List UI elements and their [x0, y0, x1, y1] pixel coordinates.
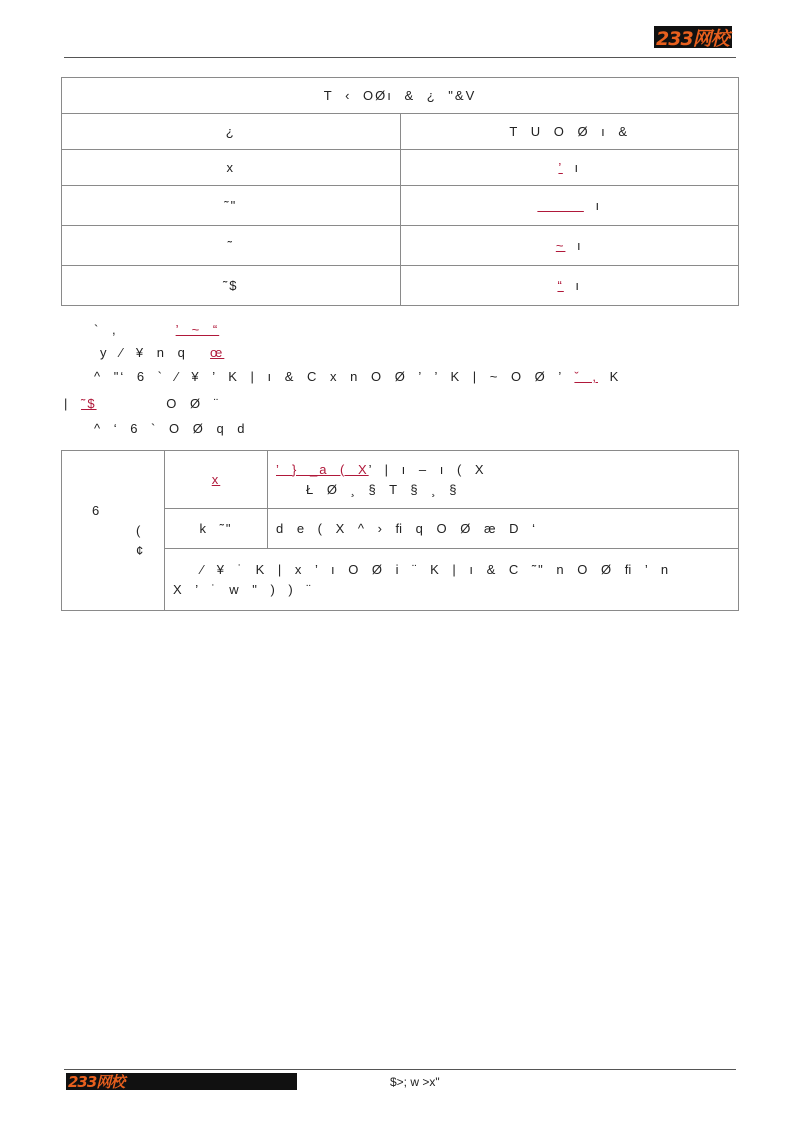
detail-table — [61, 450, 739, 611]
table-row — [62, 226, 739, 266]
info-table — [61, 77, 739, 306]
row-value — [400, 226, 739, 266]
table-row — [62, 186, 739, 226]
row-value-tail: ı — [595, 198, 602, 213]
detail-label: 6 ( ¢ — [62, 451, 165, 611]
header-divider — [64, 57, 736, 58]
detail-row-label: k ˜" — [165, 509, 268, 549]
footer-text: $>; w >x" — [390, 1075, 440, 1089]
row-value — [400, 186, 739, 226]
paragraph-link[interactable]: ˜$ — [81, 396, 97, 411]
row-label: x — [62, 150, 401, 186]
footer-logo: 233网校 — [66, 1073, 297, 1090]
row-label: ˜" — [62, 186, 401, 226]
detail-row-value: ’ } _a ( X’ | ı – ı ( X Ł Ø ¸ § T § ¸ § — [268, 451, 739, 509]
table-header-right: T U O Ø ı & — [400, 114, 739, 150]
table-title: T ‹ OØ‌ı & ¿ "&V — [62, 78, 739, 114]
detail-link[interactable]: x — [211, 472, 221, 487]
detail-note: ⁄ ¥ ˙ K | x ’ ı O Ø i ¨ K | ı & C ˜" n O Ø ﬁ ’ n X ’ ˙ w " ) ) ¨ — [165, 549, 739, 611]
row-link[interactable] — [537, 198, 583, 213]
row-link[interactable]: “ — [557, 278, 564, 293]
paragraph-4: | ˜$ O Ø ¨ — [64, 396, 221, 411]
row-label: ˜$ — [62, 266, 401, 306]
detail-row-value: d e ( X ^ › ﬁ q O Ø æ D ‘ — [268, 509, 739, 549]
row-value — [400, 150, 739, 186]
row-value-tail: ı — [577, 238, 583, 253]
row-link[interactable]: ~ — [555, 238, 566, 253]
paragraph-link[interactable]: ’ ~ “ — [175, 322, 220, 337]
paragraph-link[interactable]: œ — [210, 345, 225, 360]
row-link[interactable]: ’ — [558, 160, 563, 175]
paragraph-1: ` , ’ ~ “ — [94, 322, 220, 337]
table-header-left: ¿ — [62, 114, 401, 150]
row-label: ˜ — [62, 226, 401, 266]
table-row — [62, 150, 739, 186]
paragraph-link[interactable]: ˇ , — [574, 369, 598, 384]
row-value-tail: ı — [575, 278, 582, 293]
detail-link[interactable]: ’ } _a ( X — [276, 461, 369, 477]
brand-logo: 233网校 — [654, 26, 732, 48]
paragraph-5: ^ ‘ 6 ` O Ø q d — [94, 421, 247, 436]
row-value-tail: ı — [574, 160, 581, 175]
paragraph-3: ^ "‘ 6 ` ⁄ ¥ ’ K | ı & C x n O Ø ’ ’ K | ~ O Ø ’ ˇ , K — [94, 369, 621, 384]
table-row — [62, 266, 739, 306]
detail-row-label — [165, 451, 268, 509]
row-value — [400, 266, 739, 306]
footer-divider — [64, 1069, 736, 1070]
paragraph-2: y ⁄ ¥ n q œ — [100, 345, 225, 360]
